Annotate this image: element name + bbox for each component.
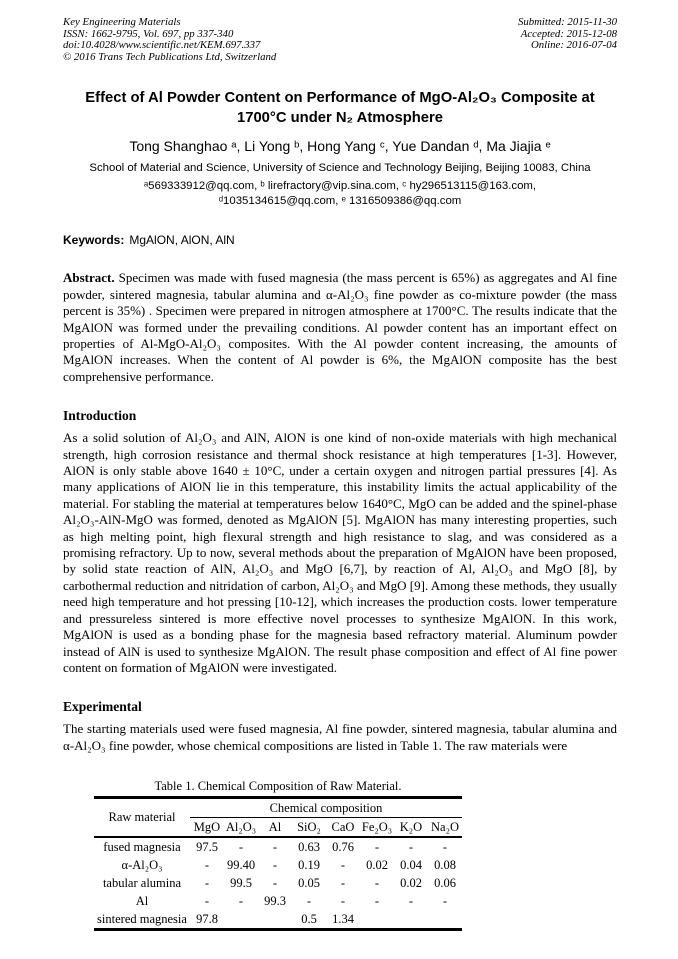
experimental-paragraph: The starting materials used were fused magnesia, Al fine powder, sintered magnesia, tabular alumina and α-Al₂O₃ fine powder, whose chemical compositions are listed in Table 1. The raw materials were <box>63 721 617 753</box>
table-header-row-1 <box>94 798 462 818</box>
cell: - <box>340 857 346 872</box>
table-row <box>94 856 462 874</box>
journal-header <box>63 17 617 63</box>
keywords-label: Keywords: <box>63 233 125 248</box>
column-group-header-chemical-composition: Chemical composition <box>190 798 462 818</box>
cell: - <box>238 893 244 908</box>
authors-line: Tong Shanghao ᵃ, Li Yong ᵇ, Hong Yang ᶜ, Yue Dandan ᵈ, Ma Jiajia ᵉ <box>129 138 551 155</box>
emails-line-1: ᵃ569333912@qq.com, ᵇ lirefractory@vip.sina.com, ᶜ hy296513115@163.com, <box>143 180 537 193</box>
abstract-label: Abstract. <box>63 270 115 286</box>
cell: 97.8 <box>196 911 218 926</box>
cell: 0.05 <box>298 875 320 890</box>
cell: - <box>272 875 278 890</box>
author-emails <box>63 179 617 208</box>
cell: - <box>374 875 380 890</box>
cell: - <box>442 839 448 854</box>
journal-info <box>63 17 276 63</box>
cell: 0.02 <box>366 857 388 872</box>
cell: 99.3 <box>264 893 286 908</box>
paper-title: Effect of Al Powder Content on Performance of MgO-Al₂O₃ Composite at 1700°C under N₂ Atmosphere <box>85 90 595 127</box>
table-1-caption: Table 1. Chemical Composition of Raw Material. <box>154 779 402 794</box>
table-row <box>94 837 462 856</box>
cell: - <box>340 893 346 908</box>
cell: - <box>340 875 346 890</box>
journal-name: Key Engineering Materials <box>63 16 181 28</box>
column-header-cao: CaO <box>326 818 360 838</box>
table-1 <box>94 796 462 931</box>
keywords-line <box>63 233 617 248</box>
cell: 99.40 <box>226 857 256 872</box>
cell: 0.76 <box>332 839 354 854</box>
table-row <box>94 910 462 930</box>
cell: 0.04 <box>400 857 422 872</box>
column-header-sio2: SiO₂ <box>292 818 326 838</box>
table-row <box>94 874 462 892</box>
journal-issn-volume: ISSN: 1662-9795, Vol. 697, pp 337-340 <box>63 27 234 40</box>
cell: 99.5 <box>230 875 252 890</box>
cell: 0.63 <box>298 839 320 854</box>
row-label: Al <box>135 893 149 908</box>
journal-copyright: © 2016 Trans Tech Publications Ltd, Switzerland <box>63 50 277 63</box>
table-1-container <box>94 778 462 931</box>
affiliation: School of Material and Science, University of Science and Technology Beijing, Beijing 10083, China <box>89 162 591 175</box>
column-header-fe2o3: Fe₂O₃ <box>360 818 394 838</box>
row-label: fused magnesia <box>103 839 181 854</box>
cell: - <box>204 857 210 872</box>
cell: - <box>442 893 448 908</box>
section-heading-experimental: Experimental <box>63 699 142 715</box>
cell <box>360 910 394 930</box>
cell: 0.19 <box>298 857 320 872</box>
column-header-k2o: K₂O <box>394 818 428 838</box>
submission-dates <box>518 17 617 63</box>
cell: - <box>238 839 244 854</box>
row-label: tabular alumina <box>102 875 182 890</box>
submitted-date: Submitted: 2015-11-30 <box>517 16 617 28</box>
emails-line-2: ᵈ1035134615@qq.com, ᵉ 1316509386@qq.com <box>218 194 462 207</box>
abstract-text: Specimen was made with fused magnesia (the mass percent is 65%) as aggregates and Al fine powder, sintered magnesia, tabular alumina and α-Al₂O₃ fine powder as co-mixture powder (the mass percent is 35%) . Specimen were prepared in nitrogen atmosphere at 1700°C. The results indicate that the MgAlON was formed under the prevailing conditions. Al powder content has an important effect on properties of Al-MgO-Al₂O₃ composites. With the Al powder content increasing, the amounts of MgAlON increases. When the content of Al powder is 6%, the MgAlON composite has the best comprehensive performance. <box>63 270 617 384</box>
cell: - <box>204 875 210 890</box>
column-header-na2o: Na₂O <box>428 818 462 838</box>
column-header-al: Al <box>258 818 292 838</box>
keywords-text: MgAlON, AlON, AlN <box>129 233 235 248</box>
cell: 0.02 <box>400 875 422 890</box>
row-label: sintered magnesia <box>97 911 187 926</box>
cell <box>428 910 462 930</box>
cell: 1.34 <box>332 911 354 926</box>
accepted-date: Accepted: 2015-12-08 <box>520 27 617 40</box>
cell: 0.08 <box>434 857 456 872</box>
section-heading-introduction: Introduction <box>63 408 137 424</box>
cell: - <box>374 839 380 854</box>
column-header-raw-material: Raw material <box>94 798 190 838</box>
cell <box>394 910 428 930</box>
cell <box>258 910 292 930</box>
column-header-al2o3: Al₂O₃ <box>224 818 258 838</box>
abstract <box>63 270 617 385</box>
cell: - <box>374 893 380 908</box>
row-label: α-Al₂O₃ <box>121 857 163 872</box>
online-date: Online: 2016-07-04 <box>530 39 617 52</box>
journal-doi: doi:10.4028/www.scientific.net/KEM.697.337 <box>63 39 261 52</box>
cell: - <box>408 839 414 854</box>
cell: - <box>408 893 414 908</box>
cell: - <box>204 893 210 908</box>
cell: - <box>272 839 278 854</box>
table-row <box>94 892 462 910</box>
cell: - <box>272 857 278 872</box>
cell: - <box>306 893 312 908</box>
introduction-paragraph: As a solid solution of Al₂O₃ and AlN, AlON is one kind of non-oxide materials with high mechanical strength, high corrosion resistance and thermal shock resistance at high temperatures [1-3]. However, AlON is only stable above 1640 ± 10°C, under a certain oxygen and nitrogen partial pressures [4]. As many applications of AlON lie in this temperature, this instability limits the actual applicability of the material. For stabling the material at temperatures below 1640°C, MgO can be added and the spinel-phase Al₂O₃-AlN-MgO was formed, denoted as MgAlON [5]. MgAlON has many interesting properties, such as high melting point, high flexural strength and high resistance to slag, and was considered as a promising refractory. Up to now, several methods about the preparation of MgAlON have been proposed, by solid state reaction of AlN, Al₂O₃ and MgO [6,7], by reaction of Al, Al₂O₃ and MgO [8], by carbothermal reduction and nitridation of carbon, Al₂O₃ and MgO [9]. Among these methods, they usually need high temperature and hot pressing [10-12], which increases the production costs. lower temperature and pressureless sintered is more effective novel processes to synthesize MgAlON. In this work, MgAlON is used as a bonding phase for the magnesia based refractory material. Aluminum powder instead of AlN is used to synthesize MgAlON. The result phase composition and effect of Al fine power content on formation of MgAlON were investigated. <box>63 430 617 675</box>
cell: 0.5 <box>301 911 317 926</box>
cell: 0.06 <box>434 875 456 890</box>
cell: 97.5 <box>196 839 218 854</box>
cell <box>224 910 258 930</box>
column-header-mgo: MgO <box>190 818 224 838</box>
